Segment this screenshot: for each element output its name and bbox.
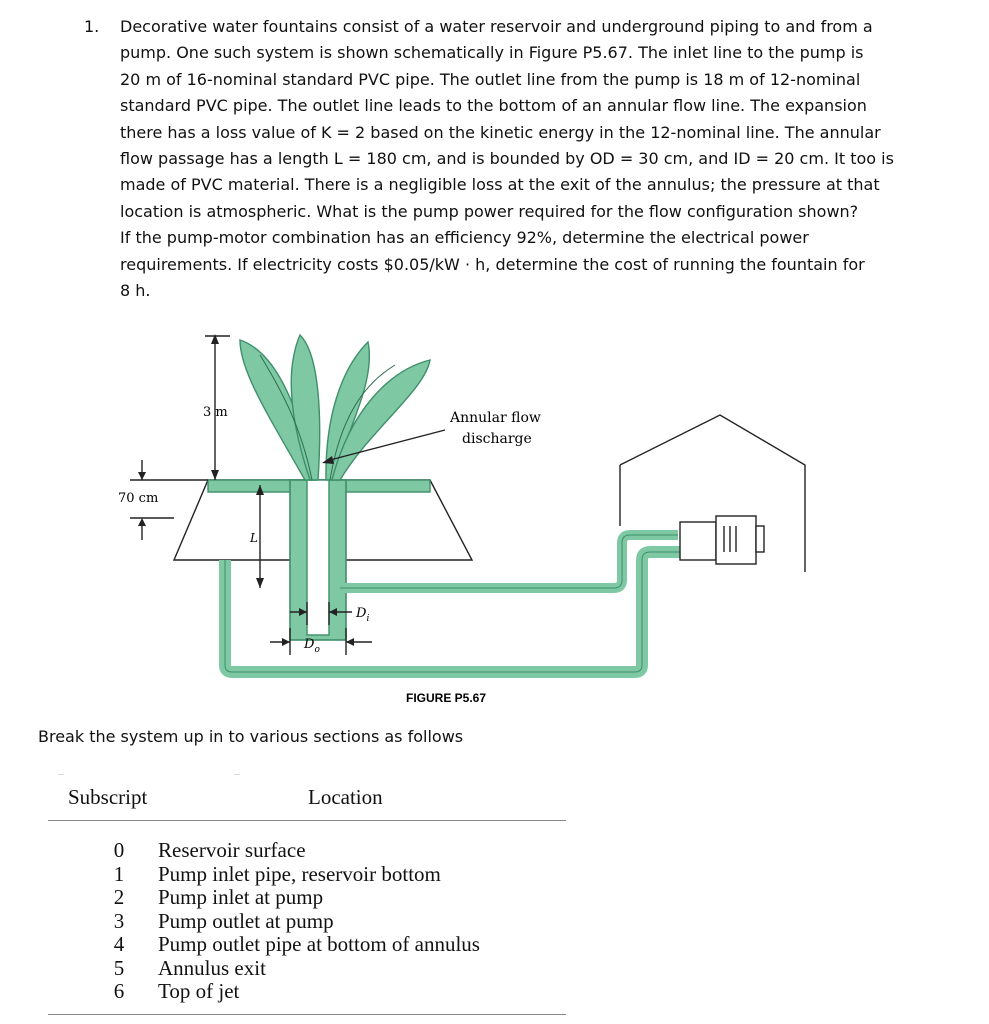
label-70cm: 70 cm	[118, 491, 159, 506]
row-location: Reservoir surface	[158, 838, 306, 862]
label-annular-1: Annular flow	[450, 410, 541, 426]
problem-line: flow passage has a length L = 180 cm, and is bounded by OD = 30 cm, and ID = 20 cm. It too is	[120, 149, 894, 169]
faint-mark	[234, 774, 240, 775]
table-row	[100, 957, 480, 981]
row-location: Pump inlet at pump	[158, 885, 324, 909]
problem-text	[120, 14, 894, 304]
fountain-figure	[100, 330, 820, 715]
problem-line: made of PVC material. There is a negligible loss at the exit of the annulus; the pressure at that	[120, 175, 880, 195]
table-row	[100, 910, 480, 934]
row-subscript: 6	[113, 979, 125, 1003]
pump-body	[680, 522, 716, 560]
table-row	[100, 933, 480, 957]
header-subscript: Subscript	[68, 785, 148, 809]
row-subscript: 1	[113, 861, 125, 886]
table-row	[100, 839, 480, 863]
problem-line: 8 h.	[120, 281, 151, 301]
row-subscript: 4	[113, 932, 125, 956]
problem-line: location is atmospheric. What is the pump power required for the flow configuration shown?	[120, 201, 859, 221]
label-Di-sub: i	[366, 614, 370, 624]
row-location: Pump outlet pipe at bottom of annulus	[158, 932, 480, 956]
problem-line: standard PVC pipe. The outlet line leads to the bottom of an annular flow line. The expansion	[120, 96, 867, 116]
row-location: Top of jet	[158, 979, 240, 1003]
table-bottom-rule	[48, 1014, 566, 1015]
label-Di	[355, 606, 369, 624]
label-3m: 3 m	[203, 405, 228, 420]
table-row	[100, 863, 480, 887]
row-subscript: 0	[113, 838, 125, 862]
problem-line: pump. One such system is shown schematically in Figure P5.67. The inlet line to the pump is	[120, 43, 864, 63]
row-subscript: 5	[113, 955, 125, 980]
table-row	[100, 980, 480, 1004]
problem-number: 1.	[84, 17, 100, 36]
row-subscript: 2	[113, 885, 125, 909]
fountain-diagram	[100, 330, 820, 710]
figure-caption: FIGURE P5.67	[406, 691, 487, 705]
label-Do-sub: o	[314, 645, 320, 655]
row-subscript: 3	[113, 908, 125, 933]
table-row	[100, 886, 480, 910]
row-location: Pump inlet pipe, reservoir bottom	[158, 861, 441, 886]
label-Di-main: D	[356, 606, 367, 621]
faint-mark	[58, 774, 64, 775]
label-Do-main: D	[304, 637, 315, 652]
row-location: Annulus exit	[158, 955, 266, 980]
annular-inner-pipe	[307, 480, 329, 635]
breakdown-text: Break the system up in to various sections as follows	[38, 727, 464, 746]
table-top-rule	[48, 820, 566, 821]
problem-line: Decorative water fountains consist of a water reservoir and underground piping to and from a	[120, 17, 873, 36]
problem-line: If the pump-motor combination has an efficiency 92%, determine the electrical power	[120, 228, 809, 248]
subscript-table	[100, 839, 480, 1004]
label-annular-2: discharge	[462, 431, 532, 447]
row-location: Pump outlet at pump	[158, 908, 334, 933]
header-location: Location	[308, 785, 383, 809]
problem-line: 20 m of 16-nominal standard PVC pipe. The outlet line from the pump is 18 m of 12-nominal	[120, 69, 861, 89]
problem-line: requirements. If electricity costs $0.05/kW · h, determine the cost of running the fountain for	[120, 254, 865, 274]
problem-line: there has a loss value of K = 2 based on the kinetic energy in the 12-nominal line. The annular	[120, 122, 881, 142]
label-L: L	[250, 531, 258, 545]
